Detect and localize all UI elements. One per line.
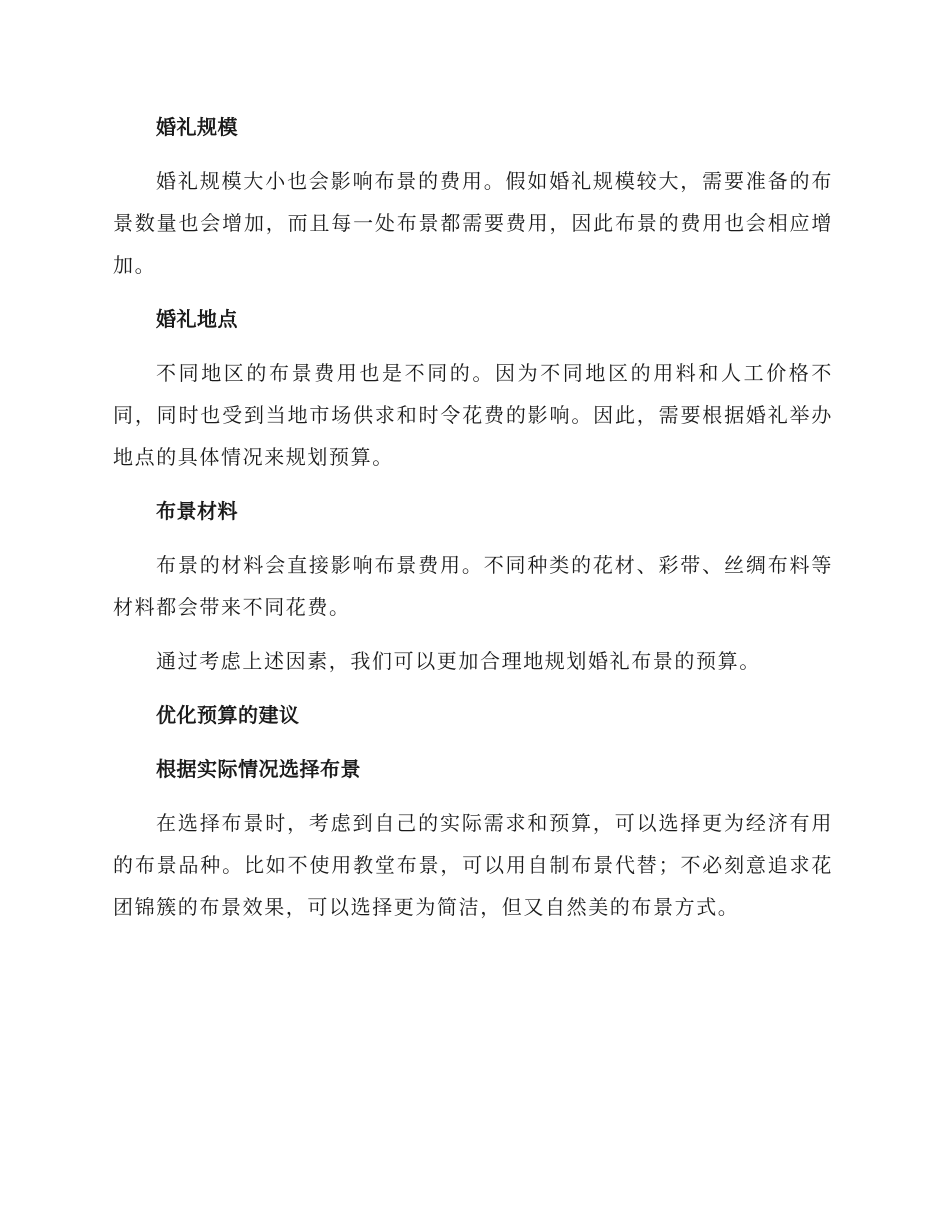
paragraph-decor-materials: 布景的材料会直接影响布景费用。不同种类的花材、彩带、丝绸布料等材料都会带来不同花费。 (113, 553, 833, 619)
paragraph-wedding-scale: 婚礼规模大小也会影响布景的费用。假如婚礼规模较大，需要准备的布景数量也会增加，而且每一处布景都需要费用，因此布景的费用也会相应增加。 (113, 169, 833, 277)
section-heading-wedding-scale: 婚礼规模 (156, 115, 238, 139)
section-heading-decor-materials: 布景材料 (156, 499, 238, 523)
section-heading-choose-decor: 根据实际情况选择布景 (156, 757, 361, 781)
section-heading-wedding-location: 婚礼地点 (156, 307, 238, 331)
document-page (113, 106, 833, 940)
paragraph-summary: 通过考虑上述因素，我们可以更加合理地规划婚礼布景的预算。 (156, 649, 761, 673)
paragraph-wedding-location: 不同地区的布景费用也是不同的。因为不同地区的用料和人工价格不同，同时也受到当地市场供求和时令花费的影响。因此，需要根据婚礼举办地点的具体情况来规划预算。 (113, 361, 833, 469)
section-heading-budget-tips: 优化预算的建议 (156, 703, 300, 727)
paragraph-choose-decor: 在选择布景时，考虑到自己的实际需求和预算，可以选择更为经济有用的布景品种。比如不使用教堂布景，可以用自制布景代替；不必刻意追求花团锦簇的布景效果，可以选择更为简洁，但又自然美的布景方式。 (113, 811, 833, 919)
